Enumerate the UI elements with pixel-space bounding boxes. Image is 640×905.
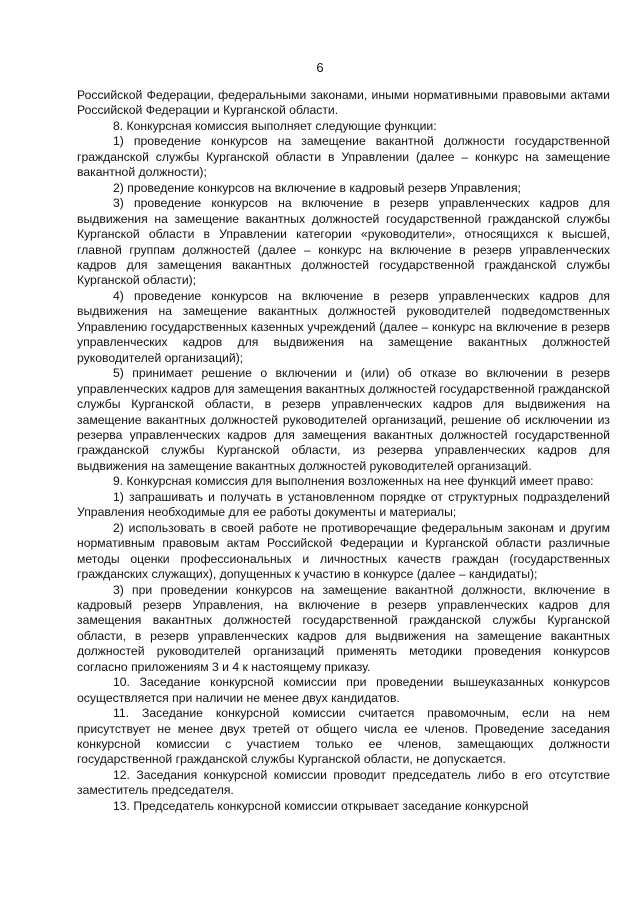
paragraph: 8. Конкурсная комиссия выполняет следующие функции: [113,118,437,133]
page-number: 6 [316,60,324,75]
paragraph: Российской Федерации, федеральными законами, иными нормативными правовыми актами Российской Федерации и Курганской области. [77,88,610,118]
paragraph: 4) проведение конкурсов на включение в резерв управленческих кадров для выдвижения на замещение вакантных должностей руководителей подведомственных Управлению государственных казенных учреждений (далее – конкурс на включение в резерв управленческих кадров для выдвижения на замещение вакантных должностей руководителей организаций); [77,288,610,365]
paragraph: 1) запрашивать и получать в установленном порядке от структурных подразделений Управления необходимые для ее работы документы и материалы; [77,489,610,520]
paragraph: 9. Конкурсная комиссия для выполнения возложенных на нее функций имеет право: [113,474,594,489]
paragraph: 10. Заседание конкурсной комиссии при проведении вышеуказанных конкурсов осуществляется при наличии не менее двух кандидатов. [77,675,610,705]
paragraph: 5) принимает решение о включении и (или) об отказе во включении в резерв управленческих кадров для замещения вакантных должностей государственной гражданской службы Курганской области, в резерв управленческих кадров для выдвижения на замещение вакантных должностей руководителей организаций, решение об исключении из резерва управленческих кадров для замещения вакантных должностей государственной гражданской службы Курганской области, из резерва управленческих кадров для выдвижения на замещение вакантных должностей руководителей организаций. [77,366,610,473]
paragraph: 3) при проведении конкурсов на замещение вакантной должности, включение в кадровый резерв Управления, на включение в резерв управленческих кадров для замещения вакантных должностей государственной гражданской службы Курганской области, в резерв управленческих кадров для выдвижения на замещение вакантных должностей руководителей организаций применять методики проведения конкурсов согласно приложениям 3 и 4 к настоящему приказу. [77,582,610,674]
paragraph: 2) проведение конкурсов на включение в кадровый резерв Управления; [113,180,521,195]
paragraph: 1) проведение конкурсов на замещение вакантной должности государственной гражданской службы Курганской области в Управлении (далее – конкурс на замещение вакантной должности); [77,134,610,180]
body-text [77,88,610,814]
paragraph: 3) проведение конкурсов на включение в резерв управленческих кадров для выдвижения на замещение вакантных должностей государственной гражданской службы Курганской области в Управлении категории «руководители», относящихся к высшей, главной группам должностей (далее – конкурс на включение в резерв управленческих кадров для замещения вакантных должностей государственной гражданской службы Курганской области); [77,196,610,288]
paragraph: 13. Председатель конкурсной комиссии открывает заседание конкурсной [113,798,529,813]
paragraph: 12. Заседания конкурсной комиссии проводит председатель либо в его отсутствие заместитель председателя. [77,767,610,798]
paragraph: 11. Заседание конкурсной комиссии считается правомочным, если на нем присутствует не менее двух третей от общего числа ее членов. Проведение заседания конкурсной комиссии с участием только ее членов, замещающих должности государственной гражданской службы Курганской области, не допускается. [77,706,610,767]
paragraph: 2) использовать в своей работе не противоречащие федеральным законам и другим нормативным правовым актам Российской Федерации и Курганской области различные методы оценки профессиональных и личностных качеств граждан (государственных гражданских служащих), допущенных к участию в конкурсе (далее – кандидаты); [77,520,610,582]
